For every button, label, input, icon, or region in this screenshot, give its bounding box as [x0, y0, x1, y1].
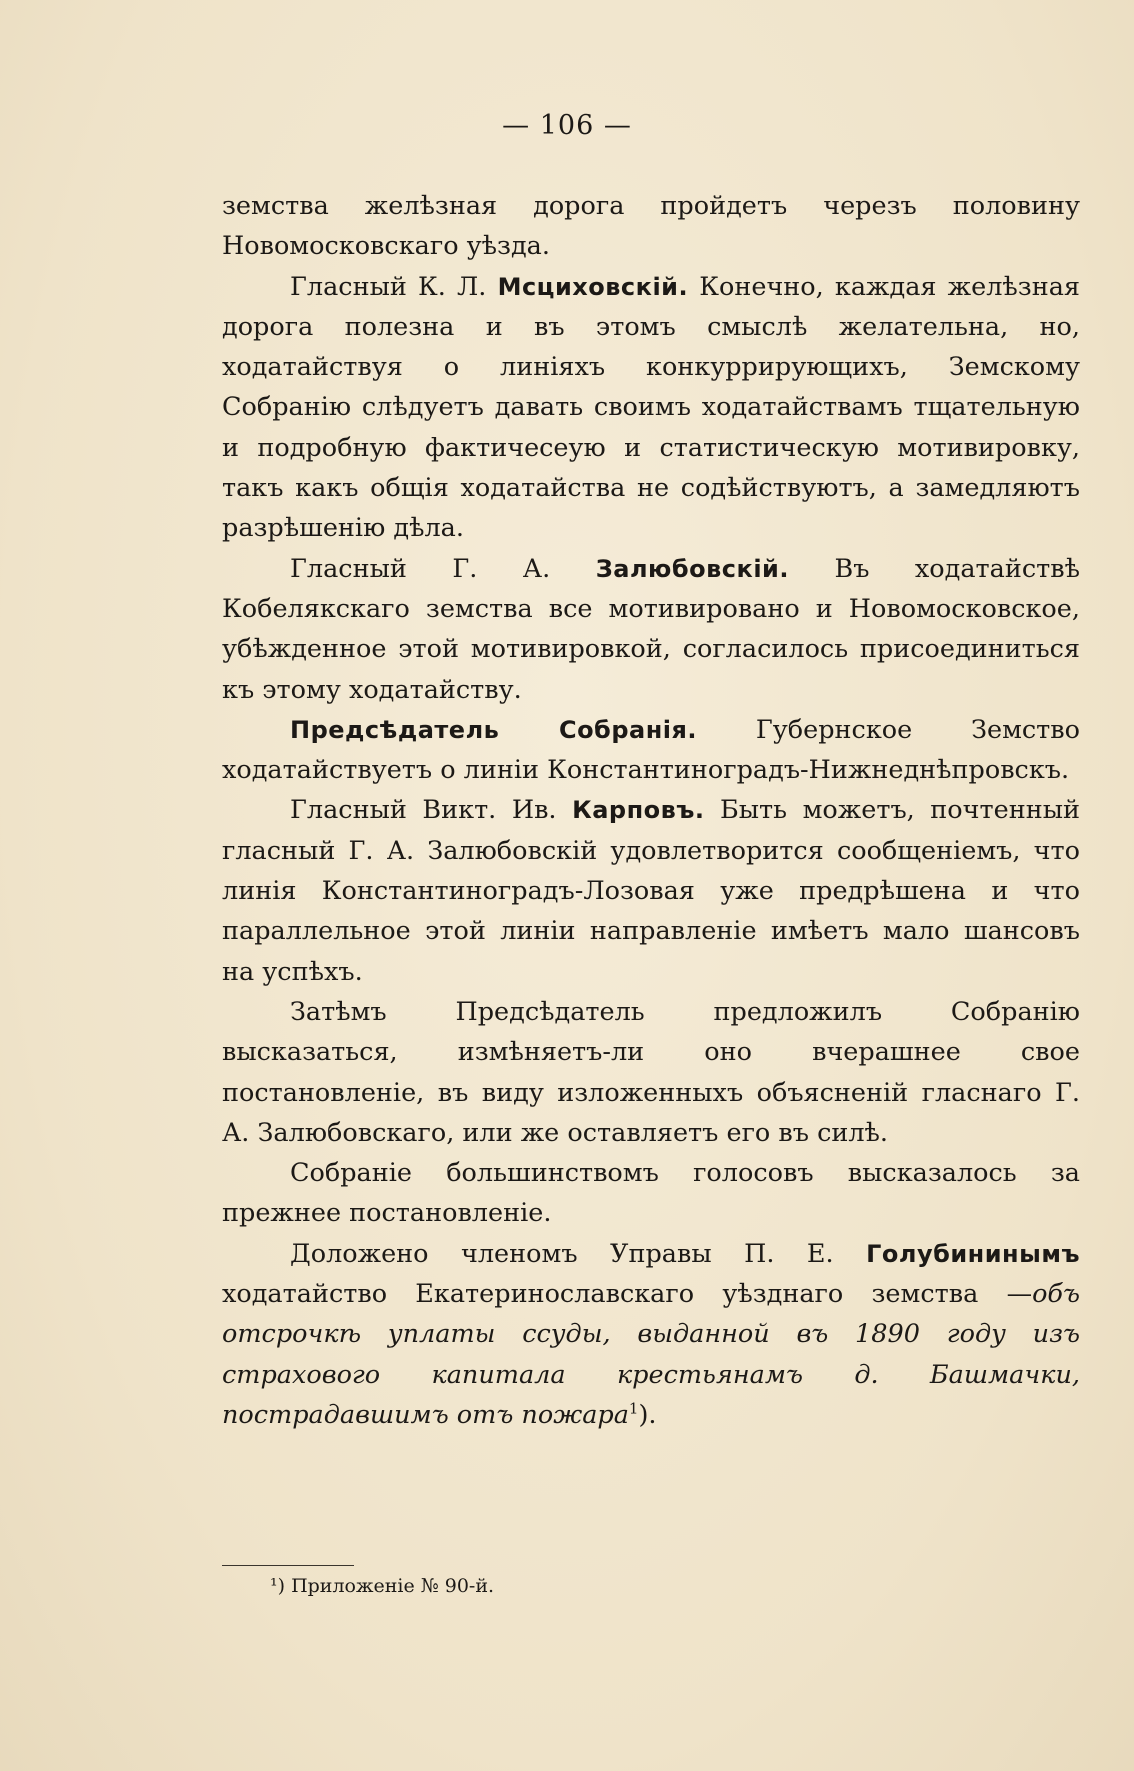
footnote-marker: ¹)	[270, 1575, 286, 1597]
paragraph-2	[222, 267, 1080, 549]
footnote	[270, 1572, 494, 1600]
paragraph-text: Собраніе большинствомъ голосовъ высказалось за прежнее постановленіе.	[222, 1158, 1080, 1229]
paragraph-text: земства желѣзная дорога пройдетъ черезъ половину Новомосковскаго уѣзда.	[222, 191, 1080, 262]
footnote-divider	[222, 1565, 354, 1566]
paragraph-3	[222, 549, 1080, 710]
speaker-name: Мсциховскій.	[497, 272, 689, 301]
italic-subject: объ отсрочкѣ уплаты ссуды, выданной въ 1890 году изъ страхового капитала крестьянамъ д. Башмачки, пострадавшимъ отъ пожара	[222, 1279, 1080, 1430]
paragraph-7	[222, 1153, 1080, 1234]
body-text	[222, 186, 1080, 1435]
speaker-lead: Доложено членомъ Управы П. Е.	[290, 1238, 867, 1269]
speaker-lead: Гласный Викт. Ив.	[290, 795, 573, 826]
paragraph-5	[222, 790, 1080, 991]
paragraph-6	[222, 992, 1080, 1153]
speaker-name: Залюбовскій.	[595, 554, 789, 583]
paragraph-4	[222, 710, 1080, 791]
paragraph-1	[222, 186, 1080, 267]
speaker-lead: Гласный Г. А.	[290, 553, 596, 584]
paragraph-text: Конечно, каждая желѣзная дорога полезна и въ этомъ смыслѣ желательна, но, ходатайствуя о линіяхъ конкуррирующихъ, Земскому Собранію слѣдуетъ давать своимъ ходатайствамъ тщательную и подробную фактичесеую и статистическую мотивировку, такъ какъ общія ходатайства не содѣйствуютъ, а замедляютъ разрѣшенію дѣла.	[222, 271, 1080, 544]
speaker-name: Карповъ.	[572, 796, 705, 825]
page-number: — 106 —	[502, 110, 632, 141]
paragraph-tail: ).	[638, 1399, 657, 1430]
paragraph-text: Губернское Земство ходатайствуетъ о линіи Константиноградъ-Нижнеднѣпровскъ.	[222, 714, 1080, 786]
footnote-reference: 1	[628, 1399, 639, 1418]
speaker-name: Голубининымъ	[866, 1239, 1080, 1268]
paragraph-text: Затѣмъ Предсѣдатель предложилъ Собранію высказаться, измѣняетъ-ли оно вчерашнее свое постановленіе, въ виду изложенныхъ объясненій гласнаго Г. А. Залюбовскаго, или же оставляетъ его въ силѣ.	[222, 996, 1080, 1148]
speaker-name: Предсѣдатель Собранія.	[290, 715, 698, 744]
paragraph-text: Въ ходатайствѣ Кобелякскаго земства все мотивировано и Новомосковское, убѣжденное этой мотивировкой, согласилось присоединиться къ этому ходатайству.	[222, 553, 1080, 705]
paragraph-text: Быть можетъ, почтенный гласный Г. А. Залюбовскій удовлетворится сообщеніемъ, что линія Константиноградъ-Лозовая уже предрѣшена и что параллельное этой линіи направленіе имѣетъ мало шансовъ на успѣхъ.	[222, 795, 1080, 987]
paragraph-8	[222, 1234, 1080, 1435]
speaker-lead: Гласный К. Л.	[290, 271, 498, 302]
paragraph-text: ходатайство Екатеринославскаго уѣзднаго земства —	[222, 1279, 1033, 1310]
footnote-text: Приложеніе № 90-й.	[285, 1575, 495, 1597]
